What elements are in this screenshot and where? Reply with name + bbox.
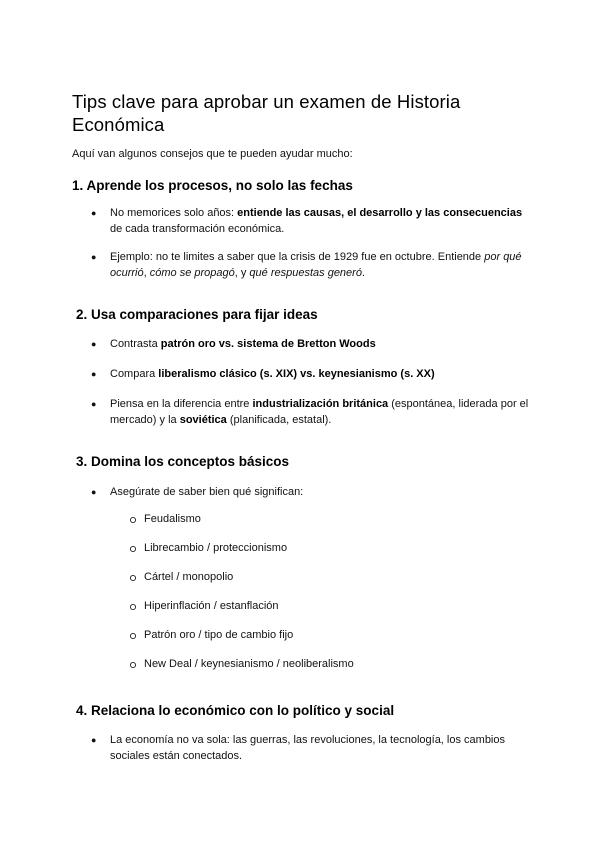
bullet-text: de cada transformación económica.	[110, 223, 285, 235]
bullet-italic-text: cómo se propagó	[149, 267, 235, 279]
bullet-text: .	[361, 267, 366, 279]
section-1-bullet-1	[110, 205, 530, 237]
bullet-bold-text: industrialización británica	[252, 398, 389, 410]
section-2-bullet-1	[110, 336, 530, 352]
hollow-bullet-icon	[129, 632, 137, 640]
bullet-text: No memorices solo años:	[110, 207, 238, 219]
bullet-text: (espontánea, liderada por el mercado) y la	[110, 398, 529, 426]
section-4-heading: 4. Relaciona lo económico con lo político y social	[76, 703, 395, 718]
bullet-bold-text: patrón oro vs. sistema de Bretton Woods	[160, 338, 376, 350]
hollow-bullet-icon	[129, 603, 137, 611]
bullet-text: Contrasta	[110, 338, 161, 350]
bullet-glyph: ●	[91, 735, 97, 745]
bullet-bold-text: soviética	[179, 414, 227, 426]
hollow-bullet-icon	[129, 516, 137, 524]
concept-item: Cártel / monopolio	[144, 571, 234, 583]
bullet-text: (planificada, estatal).	[226, 414, 332, 426]
bullet-glyph: ●	[91, 252, 97, 262]
bullet-text: ,	[143, 267, 150, 279]
section-3-bullet-1: Asegúrate de saber bien qué significan:	[110, 486, 304, 498]
intro-paragraph: Aquí van algunos consejos que te pueden ayudar mucho:	[72, 148, 353, 160]
section-2-bullet-2	[110, 366, 530, 382]
bullet-bold-text: entiende las causas, el desarrollo y las consecuencias	[237, 207, 523, 219]
bullet-text: Piensa en la diferencia entre	[110, 398, 253, 410]
concept-item: Hiperinflación / estanflación	[144, 600, 279, 612]
bullet-glyph: ●	[91, 208, 97, 218]
bullet-text: , y	[234, 267, 250, 279]
section-3-heading: 3. Domina los conceptos básicos	[76, 454, 290, 469]
section-1-heading: 1. Aprende los procesos, no solo las fechas	[72, 178, 353, 193]
bullet-text: Compara	[110, 368, 159, 380]
hollow-bullet-icon	[129, 545, 137, 553]
section-4-bullet-1: La economía no va sola: las guerras, las revoluciones, la tecnología, los cambios sociales están conectados.	[110, 734, 505, 762]
section-1-bullet-2	[110, 249, 530, 281]
bullet-bold-text: liberalismo clásico (s. XIX) vs. keynesianismo (s. XX)	[158, 368, 435, 380]
concept-item: New Deal / keynesianismo / neoliberalismo	[144, 658, 354, 670]
bullet-glyph: ●	[91, 487, 97, 497]
bullet-italic-text: qué respuestas generó	[249, 267, 362, 279]
concept-item: Patrón oro / tipo de cambio fijo	[144, 629, 294, 641]
section-2-heading: 2. Usa comparaciones para fijar ideas	[76, 307, 318, 322]
bullet-glyph: ●	[91, 339, 97, 349]
bullet-italic-text: por qué ocurrió	[110, 251, 522, 279]
bullet-glyph: ●	[91, 369, 97, 379]
document-title: Tips clave para aprobar un examen de Historia Económica	[72, 91, 461, 135]
bullet-text: Ejemplo: no te limites a saber que la crisis de 1929 fue en octubre. Entiende	[110, 251, 485, 263]
bullet-glyph: ●	[91, 399, 97, 409]
hollow-bullet-icon	[129, 574, 137, 582]
concept-item: Librecambio / proteccionismo	[144, 542, 288, 554]
section-2-bullet-3	[110, 396, 530, 428]
concept-item: Feudalismo	[144, 513, 201, 525]
hollow-bullet-icon	[129, 661, 137, 669]
